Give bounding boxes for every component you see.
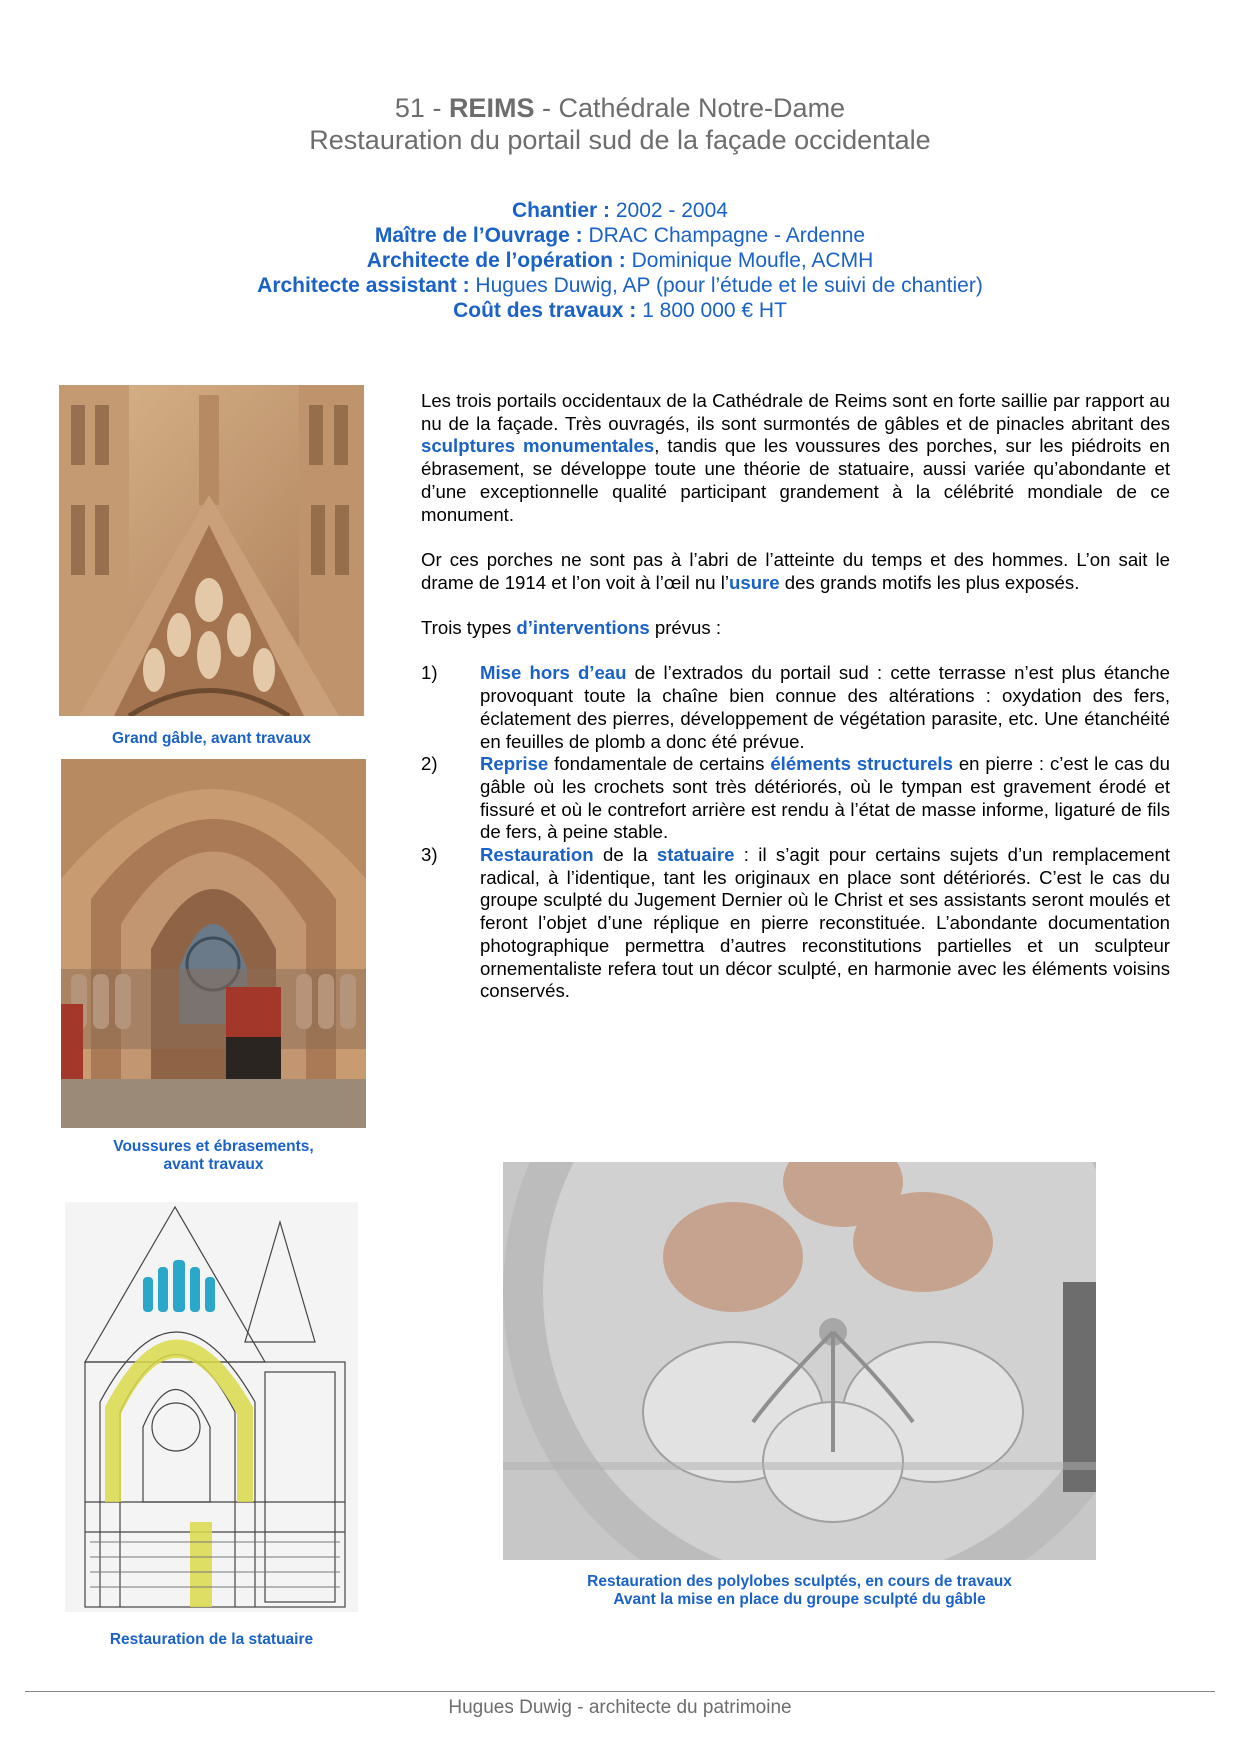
- text-run: Or ces porches ne sont pas à l’abri de l’atteinte du temps et des hommes. L’on sait le drame de 1914 et l’on voit à l’œil nu l’: [421, 548, 1170, 593]
- text-run: , tandis que les voussures des porches, sur les piédroits en ébrasement, se développe toute une théorie de statuaire, aussi variée qu’abondante et d’une exceptionnelle qualité participant grandement à la célébrité mondiale de ce monument.: [421, 435, 1170, 525]
- text-run: en pierre : c’est le cas du gâble où les crochets sont très détériorés, où le tympan est gravement érodé et fissuré et où le contrefort arrière est rendu à l’état de masse informe, ligaturé de fils de fers, à peine stable.: [480, 753, 1170, 843]
- photo-voussures: [61, 759, 366, 1128]
- polylobes-illustration: [503, 1162, 1096, 1560]
- highlight: éléments structurels: [770, 753, 953, 775]
- meta-value: DRAC Champagne - Ardenne: [588, 224, 866, 247]
- text-run: prévus :: [649, 617, 721, 638]
- caption-line: Avant la mise en place du groupe sculpté du gâble: [613, 1591, 986, 1608]
- voussures-illustration: [61, 759, 366, 1128]
- caption-line: avant travaux: [163, 1156, 264, 1173]
- caption-voussures: [61, 1138, 366, 1174]
- photo-grand-gable: [59, 385, 364, 716]
- list-item: [421, 753, 1170, 844]
- meta-label: Chantier :: [512, 199, 611, 222]
- title-prefix: 51 -: [394, 93, 449, 123]
- meta-label: Architecte assistant :: [257, 274, 470, 297]
- page-title: [0, 92, 1240, 124]
- highlight-usure: usure: [729, 571, 780, 593]
- title-suffix: - Cathédrale Notre-Dame: [534, 93, 846, 123]
- meta-label: Architecte de l’opération :: [366, 249, 626, 272]
- statuaire-illustration: [65, 1202, 358, 1612]
- highlight-sculptures: sculptures monumentales: [421, 435, 655, 457]
- footer-credit: Hugues Duwig - architecte du patrimoine: [448, 1697, 792, 1718]
- caption-line: Voussures et ébrasements,: [113, 1138, 314, 1155]
- project-meta: [0, 198, 1240, 323]
- meta-value: 2002 - 2004: [615, 199, 728, 222]
- text-run: Les trois portails occidentaux de la Cathédrale de Reims sont en forte saillie par rapport au nu de la façade. Très ouvragés, ils sont surmontés de gâbles et de pinacles abritant des: [421, 390, 1170, 434]
- gable-illustration: [59, 385, 364, 716]
- list-text: [480, 753, 1170, 844]
- list-number: 1): [421, 662, 438, 684]
- list-item: [421, 844, 1170, 1003]
- highlight: Reprise: [480, 753, 549, 775]
- meta-architecte-assistant: [0, 273, 1240, 298]
- meta-cout: [0, 298, 1240, 323]
- list-item: [421, 662, 1170, 753]
- meta-architecte-operation: [0, 248, 1240, 273]
- text-run: Trois types: [421, 617, 517, 638]
- text-run: de l’extrados du portail sud : cette terrasse n’est plus étanche provoquant toute la chaîne bien connue des altérations : oxydation des fers, éclatement des pierres, développement de végétation parasite, etc. Une étanchéité en feuilles de plomb a donc été prévue.: [480, 662, 1170, 752]
- page-subtitle: Restauration du portail sud de la façade occidentale: [309, 125, 931, 155]
- paragraph-3: [421, 617, 1170, 640]
- meta-maitre-ouvrage: [0, 223, 1240, 248]
- list-text: [480, 662, 1170, 753]
- caption-line: Restauration des polylobes sculptés, en cours de travaux: [587, 1573, 1012, 1590]
- list-number: 2): [421, 753, 438, 775]
- title-city: REIMS: [448, 93, 535, 123]
- interventions-list: [421, 662, 1170, 1003]
- highlight: statuaire: [656, 844, 735, 866]
- caption-polylobes: [503, 1573, 1096, 1609]
- text-run: des grands motifs les plus exposés.: [779, 571, 1080, 593]
- list-text: [480, 844, 1170, 1003]
- text-run: de la: [593, 844, 657, 866]
- highlight: Mise hors d’eau: [480, 662, 627, 684]
- meta-value: Dominique Moufle, ACMH: [631, 249, 874, 272]
- meta-label: Maître de l’Ouvrage :: [374, 224, 583, 247]
- photo-polylobes: [503, 1162, 1096, 1560]
- text-run: fondamentale de certains: [548, 753, 771, 775]
- meta-value: Hugues Duwig, AP (pour l’étude et le suivi de chantier): [475, 274, 983, 297]
- photo-statuaire-drawing: [65, 1202, 358, 1612]
- paragraph-2: [421, 549, 1170, 594]
- highlight-interventions: d’interventions: [516, 617, 650, 638]
- meta-label: Coût des travaux :: [453, 299, 637, 322]
- list-number: 3): [421, 844, 438, 866]
- meta-value: 1 800 000 € HT: [642, 299, 787, 322]
- caption-statuaire: Restauration de la statuaire: [109, 1631, 314, 1648]
- highlight: Restauration: [480, 844, 594, 866]
- text-run: : il s’agit pour certains sujets d’un remplacement radical, à l’identique, tant les originaux en place sont détériorés. C’est le cas du groupe sculpté du Jugement Dernier où le Christ et ses assistants seront moulés et feront l’objet d’une réplique en pierre reconstituée. L’abondante documentation photographique permettra d’autres reconstitutions partielles et un sculpteur ornementaliste refera tout un décor sculpté, en harmonie avec les éléments voisins conservés.: [480, 844, 1170, 1002]
- paragraph-1: [421, 390, 1170, 526]
- meta-chantier: [0, 198, 1240, 223]
- footer-divider: [25, 1691, 1215, 1692]
- caption-grand-gable: Grand gâble, avant travaux: [112, 730, 311, 747]
- body-text: [421, 390, 1170, 1003]
